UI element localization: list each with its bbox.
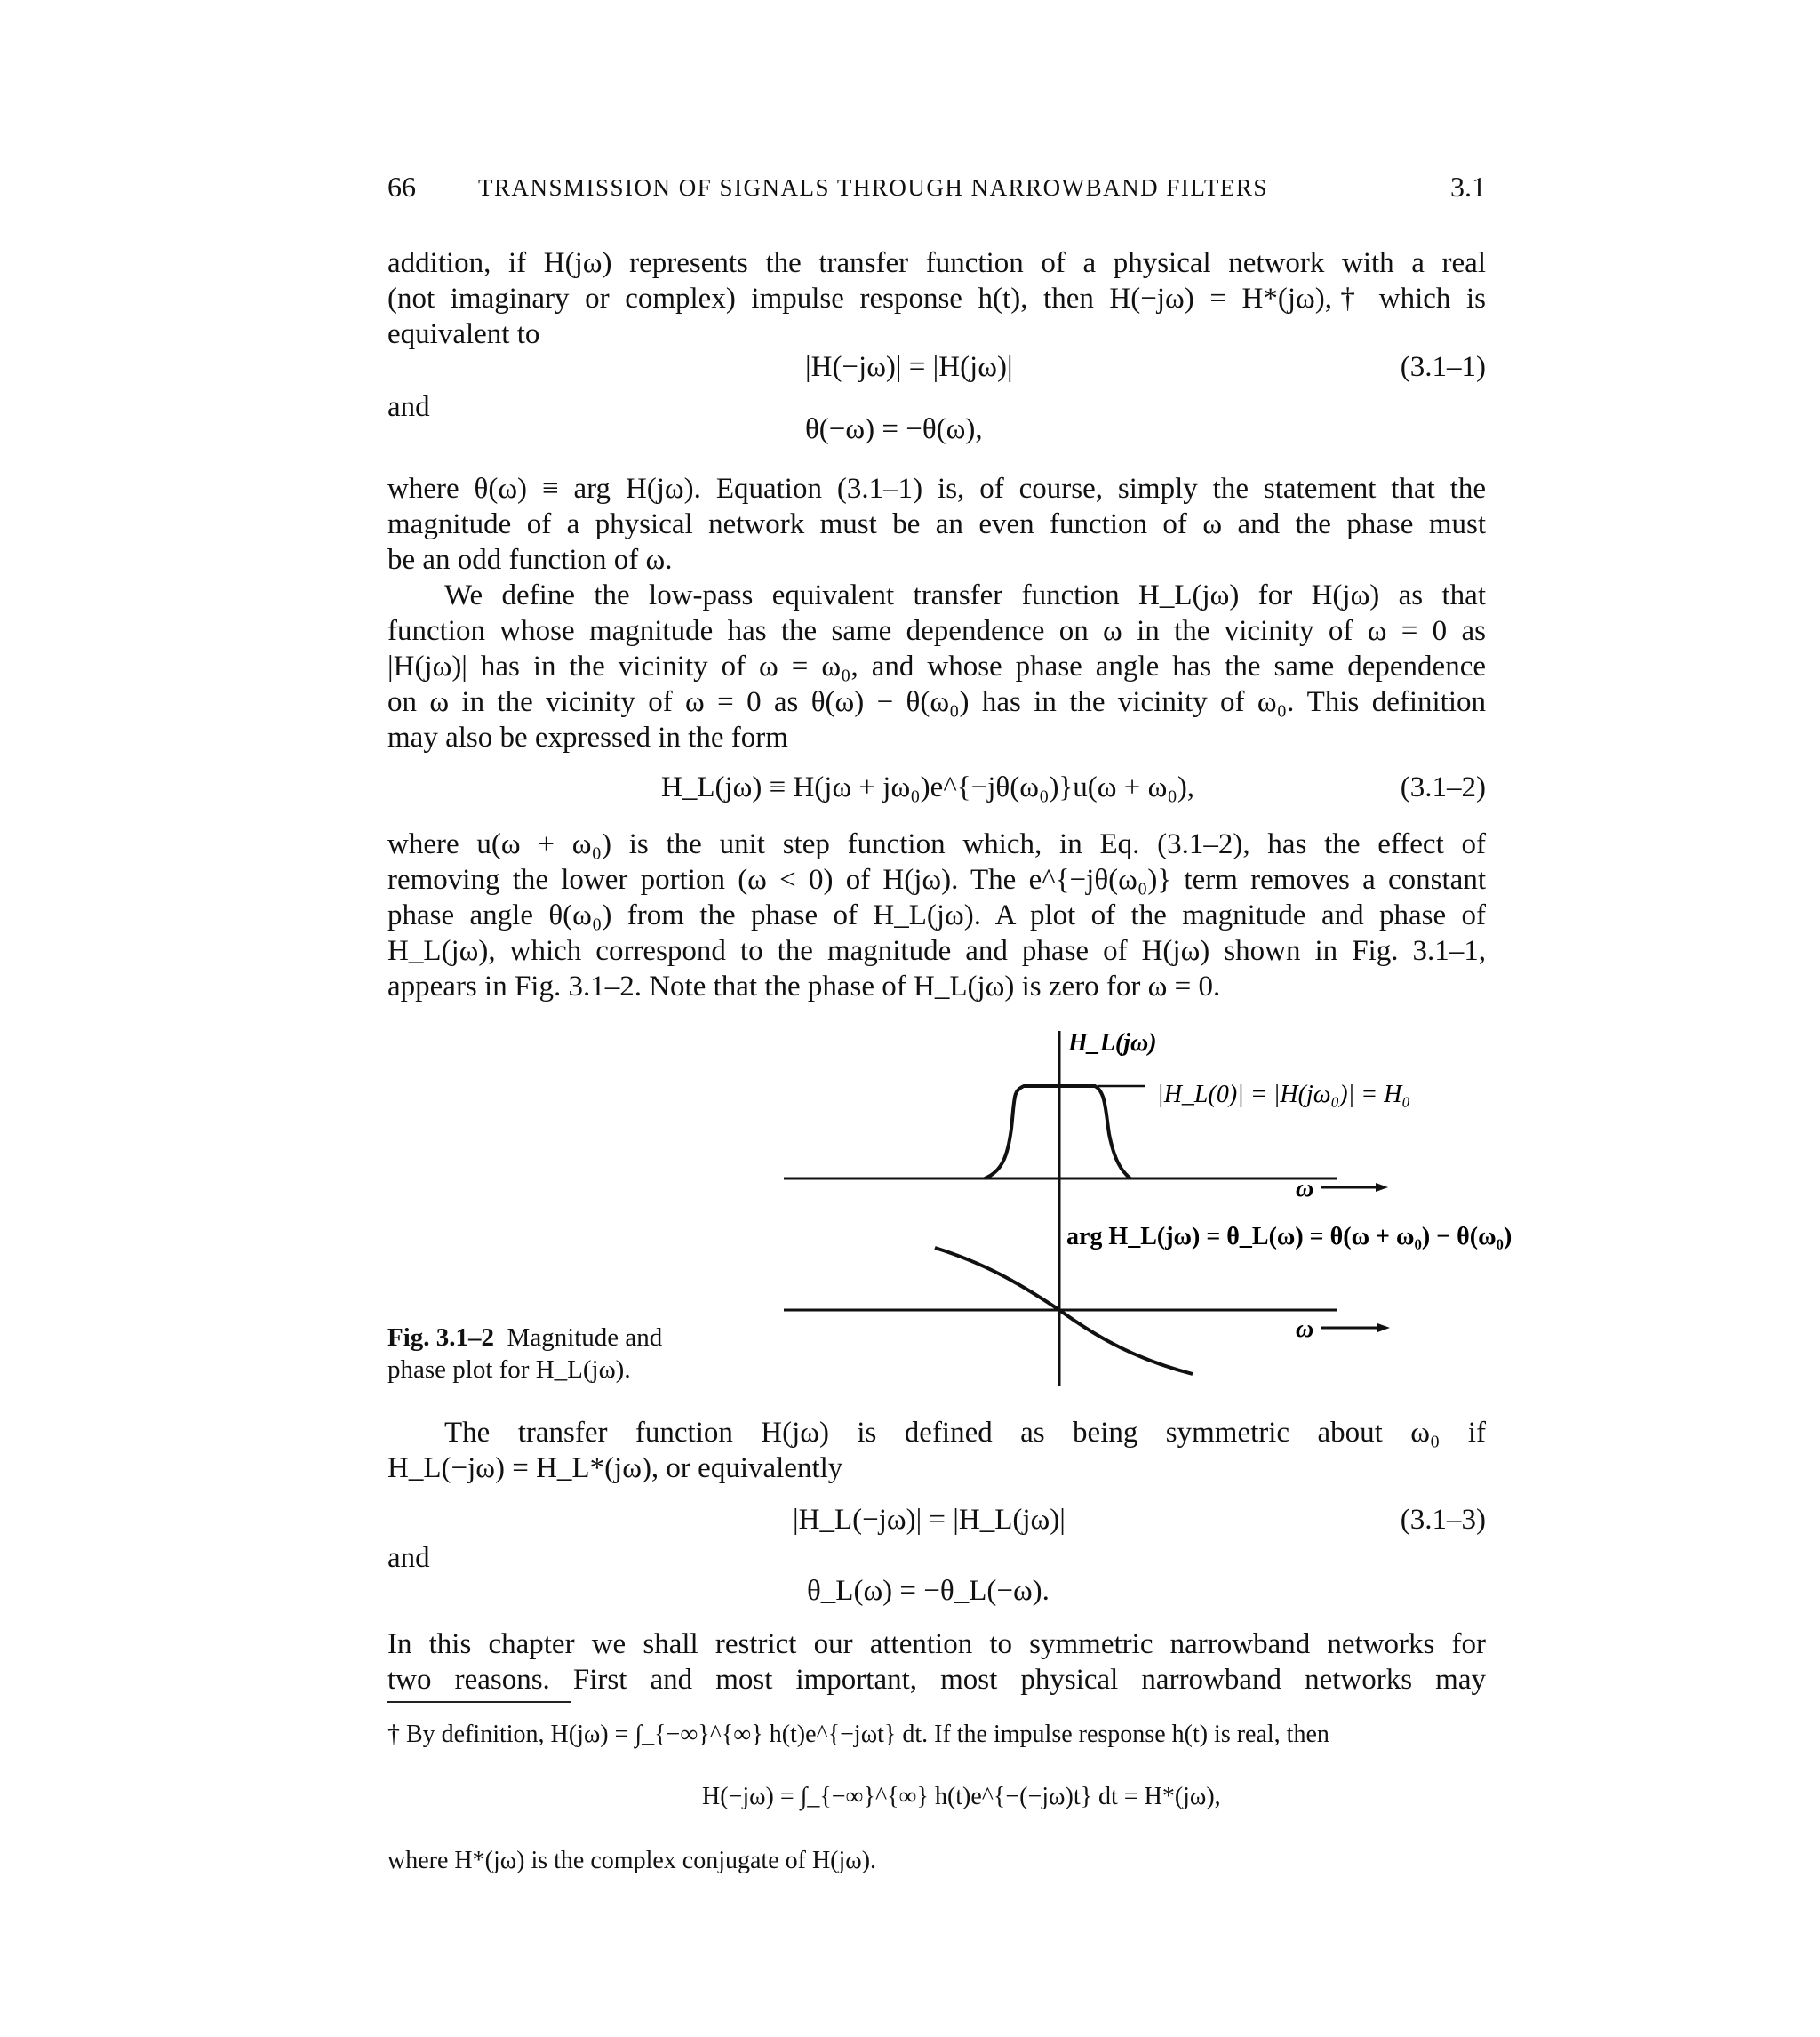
and-label: and bbox=[387, 1542, 430, 1574]
caption-number: Fig. 3.1–2 bbox=[387, 1323, 495, 1352]
running-title: TRANSMISSION OF SIGNALS THROUGH NARROWBAND FILTERS bbox=[478, 174, 1268, 201]
caption-text: phase plot for H_L(jω). bbox=[387, 1355, 631, 1384]
text-line: be an odd function of ω. bbox=[387, 544, 673, 576]
section-number: 3.1 bbox=[1450, 171, 1486, 203]
text-line: |H(jω)| has in the vicinity of ω = ω₀, and whose phase angle has the same dependence bbox=[387, 651, 1486, 683]
text-line: removing the lower portion (ω < 0) of H(jω). The e^{−jθ(ω₀)} term removes a constant bbox=[387, 864, 1486, 896]
text-line: H_L(−jω) = H_L*(jω), or equivalently bbox=[387, 1452, 843, 1484]
text-line: on ω in the vicinity of ω = 0 as θ(ω) − θ(ω₀) has in the vicinity of ω₀. This definition bbox=[387, 686, 1486, 718]
text-line: H_L(jω), which correspond to the magnitude and phase of H(jω) shown in Fig. 3.1–1, bbox=[387, 935, 1486, 967]
equation-3-1-2: H_L(jω) ≡ H(jω + jω₀)e^{−jθ(ω₀)}u(ω + ω₀), bbox=[661, 771, 1195, 803]
equation-3-1-1-line1: |H(−jω)| = |H(jω)| bbox=[805, 351, 1013, 383]
text-line: equivalent to bbox=[387, 318, 540, 350]
text-line: appears in Fig. 3.1–2. Note that the phase of H_L(jω) is zero for ω = 0. bbox=[387, 971, 1221, 1003]
equation-3-1-3-line2: θ_L(ω) = −θ_L(−ω). bbox=[807, 1575, 1050, 1607]
page-number: 66 bbox=[387, 171, 416, 203]
footnote-line: † By definition, H(jω) = ∫_{−∞}^{∞} h(t)e^{−jωt} dt. If the impulse response h(t) is real, then bbox=[387, 1721, 1329, 1748]
text-line: function whose magnitude has the same dependence on ω in the vicinity of ω = 0 as bbox=[387, 615, 1486, 647]
text-line: We define the low-pass equivalent transfer function H_L(jω) for H(jω) as that bbox=[444, 579, 1486, 611]
footnote-rule bbox=[387, 1701, 571, 1703]
figure-caption bbox=[387, 1322, 662, 1386]
paragraph-6 bbox=[387, 1626, 1486, 1698]
text-line: where u(ω + ω₀) is the unit step function which, in Eq. (3.1–2), has the effect of bbox=[387, 828, 1486, 860]
footnote-equation: H(−jω) = ∫_{−∞}^{∞} h(t)e^{−(−jω)t} dt = H*(jω), bbox=[702, 1783, 1221, 1810]
magnitude-curve bbox=[985, 1086, 1130, 1178]
equation-number: (3.1–1) bbox=[1400, 351, 1486, 383]
text-line: magnitude of a physical network must be an even function of ω and the phase must bbox=[387, 508, 1486, 540]
equation-3-1-3-line1: |H_L(−jω)| = |H_L(jω)| bbox=[793, 1504, 1066, 1536]
caption-text: Magnitude and bbox=[507, 1323, 663, 1352]
text-line: The transfer function H(jω) is defined as being symmetric about ω₀ if bbox=[444, 1417, 1486, 1449]
phase-annotation: arg H_L(jω) = θ_L(ω) = θ(ω + ω₀) − θ(ω₀) bbox=[1066, 1223, 1513, 1250]
arrowhead-icon bbox=[1377, 1323, 1390, 1332]
arrowhead-icon bbox=[1376, 1183, 1388, 1192]
text-line: two reasons. First and most important, most physical narrowband networks may bbox=[387, 1664, 1486, 1696]
text-line: where θ(ω) ≡ arg H(jω). Equation (3.1–1) is, of course, simply the statement that the bbox=[387, 473, 1486, 505]
magnitude-annotation: |H_L(0)| = |H(jω₀)| = H₀ bbox=[1157, 1081, 1411, 1108]
text-line: addition, if H(jω) represents the transfer function of a physical network with a real bbox=[387, 247, 1486, 279]
text-line: (not imaginary or complex) impulse response h(t), then H(−jω) = H*(jω),† which is bbox=[387, 283, 1486, 315]
equation-number: (3.1–3) bbox=[1400, 1504, 1486, 1536]
equation-3-1-1-line2: θ(−ω) = −θ(ω), bbox=[805, 413, 983, 445]
paragraph-5 bbox=[387, 1415, 1486, 1486]
magnitude-axis-label: H_L(jω) bbox=[1068, 1029, 1157, 1057]
and-label: and bbox=[387, 391, 430, 423]
omega-label-lower: ω bbox=[1296, 1315, 1314, 1343]
text-line: phase angle θ(ω₀) from the phase of H_L(jω). A plot of the magnitude and phase of bbox=[387, 899, 1486, 931]
text-line: may also be expressed in the form bbox=[387, 722, 788, 754]
equation-number: (3.1–2) bbox=[1400, 771, 1486, 803]
footnote-line: where H*(jω) is the complex conjugate of H(jω). bbox=[387, 1847, 877, 1874]
text-line: In this chapter we shall restrict our attention to symmetric narrowband networks for bbox=[387, 1628, 1486, 1660]
omega-label-upper: ω bbox=[1296, 1175, 1314, 1202]
